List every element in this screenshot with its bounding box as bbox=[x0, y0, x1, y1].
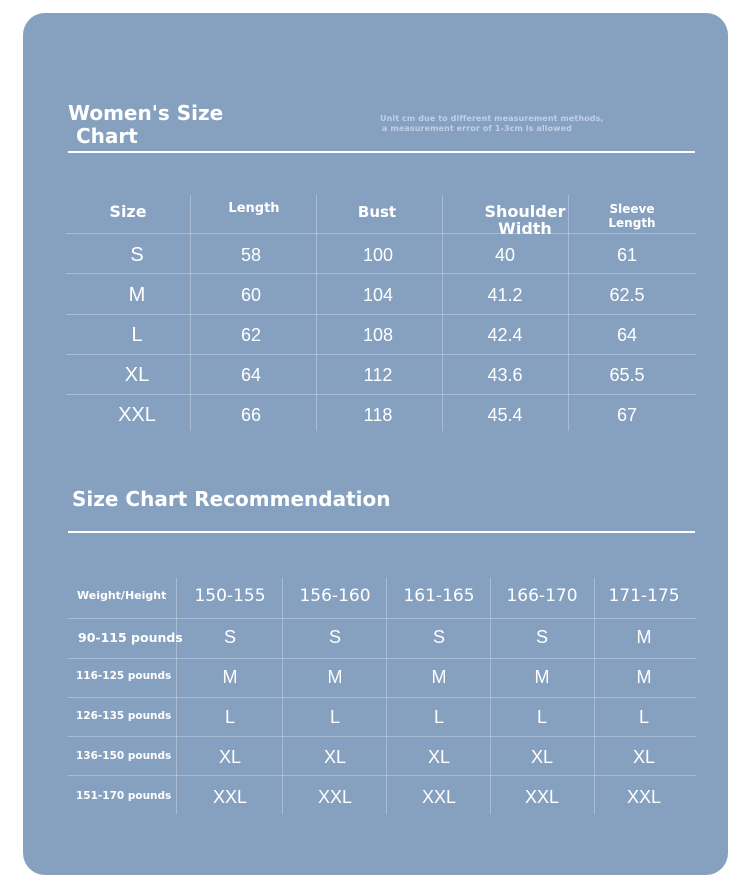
size-table-cell: 58 bbox=[240, 245, 262, 265]
recommendation-row-divider bbox=[68, 618, 696, 619]
recommendation-title-rule bbox=[68, 531, 695, 533]
recommended-size-cell: XXL bbox=[317, 787, 353, 807]
recommended-size-cell: L bbox=[638, 707, 650, 727]
size-table-cell: 118 bbox=[363, 405, 393, 425]
size-table-cell: 64 bbox=[240, 365, 262, 385]
size-table-cell: 41.2 bbox=[487, 285, 523, 305]
recommendation-col-divider bbox=[490, 578, 491, 814]
size-table-cell: 104 bbox=[362, 285, 394, 305]
size-chart-title-line1: Women's Size bbox=[68, 101, 224, 125]
size-table-cell: 108 bbox=[362, 325, 394, 345]
recommended-size-cell: S bbox=[223, 627, 237, 647]
size-table-cell: 100 bbox=[362, 245, 394, 265]
recommendation-col-divider bbox=[176, 578, 177, 814]
weight-range-label: 126-135 pounds bbox=[76, 710, 172, 722]
recommendation-row-divider bbox=[68, 697, 696, 698]
weight-range-label: 116-125 pounds bbox=[76, 670, 172, 682]
recommended-size-cell: M bbox=[636, 667, 652, 687]
recommendation-col-divider bbox=[594, 578, 595, 814]
size-table-cell: 112 bbox=[363, 365, 393, 385]
measurement-note-line2: a measurement error of 1-3cm is allowed bbox=[382, 124, 572, 133]
height-range-header: 150-155 bbox=[194, 586, 266, 606]
weight-height-corner-label: Weight/Height bbox=[77, 589, 167, 602]
size-table-cell: 67 bbox=[616, 405, 638, 425]
recommendation-row-divider bbox=[68, 775, 696, 776]
size-table-cell: L bbox=[131, 324, 143, 346]
recommended-size-cell: L bbox=[536, 707, 548, 727]
recommended-size-cell: XXL bbox=[212, 787, 248, 807]
height-range-header: 156-160 bbox=[299, 586, 371, 606]
size-table-cell: 62.5 bbox=[609, 285, 645, 305]
size-table-row-divider bbox=[66, 394, 696, 395]
recommended-size-cell: M bbox=[534, 667, 550, 687]
size-table-row-divider bbox=[66, 233, 696, 234]
measurement-note bbox=[380, 114, 604, 134]
recommended-size-cell: XL bbox=[218, 747, 242, 767]
weight-range-label: 136-150 pounds bbox=[76, 750, 172, 762]
size-table-cell: 42.4 bbox=[487, 325, 523, 345]
recommended-size-cell: XL bbox=[530, 747, 554, 767]
recommended-size-cell: XL bbox=[427, 747, 451, 767]
recommendation-row-divider bbox=[68, 736, 696, 737]
size-table-cell: 40 bbox=[494, 245, 516, 265]
recommended-size-cell: XL bbox=[323, 747, 347, 767]
size-table-row-divider bbox=[66, 273, 696, 274]
size-table-cell: XXL bbox=[118, 404, 156, 426]
size-table-col-divider bbox=[568, 195, 569, 431]
weight-range-label: 151-170 pounds bbox=[76, 790, 172, 802]
recommended-size-cell: S bbox=[535, 627, 549, 647]
size-table-col-divider bbox=[190, 195, 191, 431]
size-table-row-divider bbox=[66, 354, 696, 355]
size-table-header: Shoulder Width bbox=[484, 202, 566, 238]
size-table-row-divider bbox=[66, 314, 696, 315]
size-table-header: Bust bbox=[357, 203, 397, 221]
size-table-cell: 64 bbox=[616, 325, 638, 345]
size-table-cell: XL bbox=[124, 364, 150, 386]
height-range-header: 171-175 bbox=[608, 586, 680, 606]
recommended-size-cell: L bbox=[329, 707, 341, 727]
recommended-size-cell: XXL bbox=[421, 787, 457, 807]
size-table-header: Size bbox=[109, 202, 147, 221]
size-table-col-divider bbox=[442, 195, 443, 431]
size-table-cell: 62 bbox=[240, 325, 262, 345]
recommended-size-cell: L bbox=[224, 707, 236, 727]
height-range-header: 166-170 bbox=[506, 586, 578, 606]
recommended-size-cell: XL bbox=[632, 747, 656, 767]
recommended-size-cell: L bbox=[433, 707, 445, 727]
size-chart-title bbox=[68, 102, 223, 148]
size-chart-title-line2: Chart bbox=[76, 124, 138, 148]
size-table-cell: 65.5 bbox=[609, 365, 645, 385]
size-table-cell: 61 bbox=[616, 245, 638, 265]
recommended-size-cell: M bbox=[636, 627, 652, 647]
recommendation-row-divider bbox=[68, 658, 696, 659]
recommended-size-cell: S bbox=[328, 627, 342, 647]
recommended-size-cell: M bbox=[222, 667, 238, 687]
recommended-size-cell: S bbox=[432, 627, 446, 647]
recommended-size-cell: M bbox=[327, 667, 343, 687]
size-table-cell: M bbox=[128, 284, 146, 306]
recommendation-title: Size Chart Recommendation bbox=[72, 487, 391, 511]
size-table-cell: 45.4 bbox=[487, 405, 523, 425]
recommendation-col-divider bbox=[386, 578, 387, 814]
size-table-header: Sleeve Length bbox=[608, 202, 656, 230]
measurement-note-line1: Unit cm due to different measurement methods, bbox=[380, 114, 604, 123]
size-table-cell: 60 bbox=[240, 285, 262, 305]
recommended-size-cell: XXL bbox=[524, 787, 560, 807]
size-table-cell: S bbox=[130, 244, 144, 266]
size-table-cell: 43.6 bbox=[487, 365, 523, 385]
weight-range-label: 90-115 pounds bbox=[78, 630, 183, 645]
size-table-col-divider bbox=[316, 195, 317, 431]
size-table-cell: 66 bbox=[240, 405, 262, 425]
recommendation-col-divider bbox=[282, 578, 283, 814]
size-chart-title-rule bbox=[68, 151, 695, 153]
size-table-header: Length bbox=[228, 201, 280, 216]
recommended-size-cell: XXL bbox=[626, 787, 662, 807]
recommended-size-cell: M bbox=[431, 667, 447, 687]
height-range-header: 161-165 bbox=[403, 586, 475, 606]
